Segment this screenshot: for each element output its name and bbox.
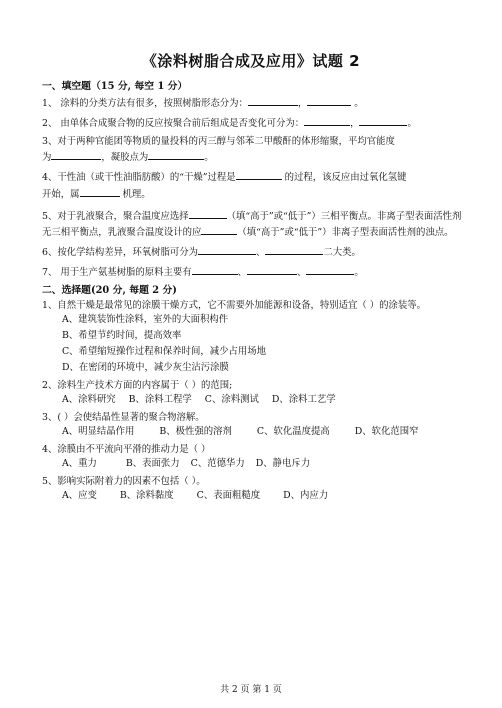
answer-blank (198, 244, 256, 255)
answer-blank (192, 264, 238, 275)
option: A、明显结晶作用 (62, 426, 135, 437)
section-choice-heading: 二、选择题(20 分, 每题 2 分) (42, 285, 177, 296)
option: A、应变 (62, 490, 97, 501)
choice-question-2: 2、涂料生产技术方面的内容属于（ ）的范围; A、涂料研究 B、涂料工程学 C、涂料测试 D、涂料工艺学 (42, 380, 336, 405)
option: B、表面张力 (125, 458, 180, 469)
question-5: 5、对于乳液聚合，聚合温度应选择 （填“高于”或“低于”）三相平衡点。非离子型表面活性剂无三相平衡点，乳液聚合温度设计的应 （填“高于”或“低于”）非离子型表面活性剂的浊点。 (42, 208, 470, 240)
question-4: 4、干性油（或干性油脂肪酸）的“干燥”过程是 的过程，该反应由过氧化氢键 开始，属 机理。 (42, 169, 470, 203)
choice-question-5: 5、影响实际附着力的因素不包括（ ）。 A、应变 B、涂料黏度 C、表面粗糙度 D、内应力 (42, 476, 329, 501)
exam-content (42, 80, 470, 507)
option: B、涂料工程学 (128, 394, 192, 405)
option: B、涂料黏度 (119, 490, 174, 501)
answer-blank (306, 264, 354, 275)
choice-question-3: 3、( ）会使结晶性显著的聚合物溶解。 A、明显结晶作用 B、极性强的溶剂 C、软化温度提高 D、软化范围窄 (42, 412, 419, 437)
choice-question-1: 1、自然干燥是最常见的涂膜干燥方式，它不需要外加能源和设备，特别适宜（ ）的涂装等。 A、建筑装饰性涂料，室外的大面积构件 B、希望节约时间，提高效率 C、希望缩短操作过程和保养时间，减少占用场地 D、在密闭的环境中，减少灰尘沾污涂膜 (42, 299, 470, 375)
answer-blank (359, 115, 407, 126)
answer-blank (51, 149, 101, 160)
option: D、软化范围窄 (354, 426, 419, 437)
option: D、在密闭的环境中，减少灰尘沾污涂膜 (62, 362, 229, 373)
choice-question-4: 4、涂膜由不平流向平滑的推动力是（ ） A、重力 B、表面张力 C、范德华力 D、静电斥力 (42, 444, 311, 469)
option: A、涂料研究 (62, 394, 116, 405)
answer-blank (189, 208, 227, 219)
question-7: 7、 用于生产氨基树脂的原料主要有 、 、 。 (42, 264, 470, 280)
answer-blank (265, 244, 323, 255)
option: A、重力 (62, 458, 97, 469)
option: B、极性强的溶剂 (159, 426, 232, 437)
answer-blank (307, 95, 351, 106)
answer-blank (148, 149, 204, 160)
option: C、涂料测试 (204, 394, 259, 405)
answer-blank (201, 224, 237, 235)
answer-blank (80, 186, 120, 197)
question-2: 2、 由单体合成聚合物的反应按聚合前后组成是否变化可分为： ， 。 (42, 115, 470, 131)
question-3: 3、对于两种官能团等物质的量投料的丙三醇与邻苯二甲酸酐的体形缩聚，平均官能度 为 ，凝胶点为 。 (42, 136, 395, 163)
option: B、希望节约时间，提高效率 (62, 330, 182, 341)
option: C、范德华力 (190, 458, 245, 469)
question-1: 1、 涂料的分类方法有很多，按照树脂形态分为： ， 。 (42, 95, 470, 111)
option: D、内应力 (283, 490, 329, 501)
option: D、静电斥力 (255, 458, 311, 469)
page-title: 《涂料树脂合成及应用》试题 2 (141, 52, 361, 70)
answer-blank (236, 169, 282, 180)
question-6: 6、按化学结构差异，环氧树脂可分为 、 二大类。 (42, 244, 470, 260)
option: C、软化温度提高 (256, 426, 330, 437)
page-footer: 共 2 页 第 1 页 (220, 685, 282, 695)
option: C、表面粗糙度 (196, 490, 261, 501)
option: C、希望缩短操作过程和保养时间，减少占用场地 (62, 346, 267, 357)
option: D、涂料工艺学 (271, 394, 336, 405)
option: A、建筑装饰性涂料，室外的大面积构件 (62, 314, 229, 325)
section-fill-in-heading: 一、填空题（15 分, 每空 1 分） (42, 81, 188, 92)
answer-blank (247, 264, 297, 275)
answer-blank (304, 115, 350, 126)
answer-blank (248, 95, 298, 106)
